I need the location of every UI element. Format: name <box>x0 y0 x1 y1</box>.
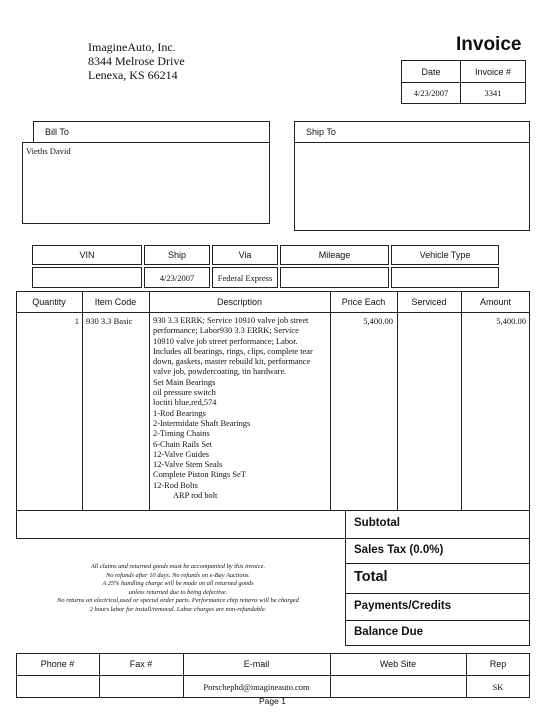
vehicle-type-value <box>391 267 499 288</box>
bill-to-label: Bill To <box>45 127 69 137</box>
line-quantity: 1 <box>74 316 79 326</box>
totals-left-box <box>16 510 346 539</box>
description-line: ARP rod bolt <box>173 491 218 501</box>
vin-value <box>32 267 142 288</box>
bill-to-name: Vieths David <box>26 146 71 156</box>
col-serviced-header: Serviced <box>411 297 447 307</box>
rep-label: Rep <box>489 659 507 669</box>
website-label: Web Site <box>379 659 417 669</box>
invoice-date-label: Date <box>401 60 461 83</box>
description-line: loctiti blue,red,574 <box>153 398 217 408</box>
line-price-each: 5,400.00 <box>363 316 393 326</box>
invoice-number-label: Invoice # <box>460 60 526 83</box>
email-label: E-mail <box>243 659 270 669</box>
sales-tax-label: Sales Tax (0.0%) <box>354 544 444 556</box>
payments-credits-label: Payments/Credits <box>354 600 452 612</box>
ship-to-label-box <box>294 121 530 143</box>
total-label: Total <box>354 569 388 585</box>
company-name: ImagineAuto, Inc. <box>88 40 176 54</box>
rep-value: SK <box>492 682 504 692</box>
terms-line: 2 hours labor for install/removal. Labor charges are non-refundable. <box>89 605 267 613</box>
description-line: valve job, powdercoating, tin hardware. <box>153 367 287 377</box>
mileage-value <box>280 267 389 288</box>
description-line: 12-Valve Guides <box>153 449 210 459</box>
description-line: 930 3.3 ERRK; Service 10910 valve job street <box>153 316 309 325</box>
col-amount-header: Amount <box>479 297 512 307</box>
vin-label: VIN <box>32 245 142 265</box>
bill-to-box <box>22 142 270 224</box>
line-amount: 5,400.00 <box>496 316 526 326</box>
terms-line: A 25% handling charge will be made on all returned goods <box>102 580 254 588</box>
col-item-code-header: Item Code <box>94 297 137 307</box>
vehicle-type-label: Vehicle Type <box>391 245 499 265</box>
terms-line: unless returned due to being defective. <box>128 588 228 596</box>
ship-date-value: 4/23/2007 <box>144 267 210 288</box>
page-number: Page 1 <box>259 696 286 706</box>
description-line: Set Main Bearings <box>153 377 216 387</box>
col-price-each-header: Price Each <box>341 297 386 307</box>
description-line: down, gaskets, master rebuild kit, performance <box>153 357 311 367</box>
subtotal-label: Subtotal <box>354 517 400 529</box>
line-description <box>153 316 329 501</box>
terms-line: No returns on electrical,used or special order parts. Performance chip returns will be charged <box>57 597 299 605</box>
description-line: performance; Labor930 3.3 ERRK; Service <box>153 326 299 336</box>
description-line: 1-Rod Bearings <box>153 408 206 418</box>
description-line: Includes all bearings, rings, clips, complete tear <box>153 346 313 356</box>
description-line: 6-Chain Rails Set <box>153 439 213 449</box>
email-value: Porschephd@imagineauto.com <box>203 682 310 692</box>
terms-line: No refunds after 10 days. No refunds on e-Bay Auctions. <box>105 571 251 579</box>
description-line: oil pressure switch <box>153 388 216 398</box>
description-line: 12-Valve Stem Seals <box>153 460 223 470</box>
bill-to-label-box <box>33 121 270 143</box>
invoice-number: 3341 <box>460 82 526 104</box>
col-description-header: Description <box>216 297 263 307</box>
terms-text <box>18 563 338 615</box>
terms-line: All claims and returned goods must be accompanied by this invoice. <box>90 563 266 570</box>
description-line: 10910 valve job street performance; Labor. <box>153 336 298 346</box>
ship-to-box <box>294 142 530 231</box>
phone-label: Phone # <box>40 659 75 669</box>
balance-due-label: Balance Due <box>354 626 424 638</box>
ship-to-label: Ship To <box>306 127 336 137</box>
description-line: Complete Piston Rings SeT <box>153 470 246 480</box>
col-quantity-header: Quantity <box>32 297 66 307</box>
invoice-date: 4/23/2007 <box>401 82 461 104</box>
fax-label: Fax # <box>129 659 153 669</box>
description-line: 2-Timing Chains <box>153 429 210 439</box>
description-line: 2-Intermidate Shaft Bearings <box>153 418 251 428</box>
via-value: Federal Express <box>212 267 278 288</box>
invoice-title: Invoice <box>456 34 522 55</box>
description-line: 12-Rod Bolts <box>153 480 198 490</box>
mileage-label: Mileage <box>280 245 389 265</box>
company-street: 8344 Melrose Drive <box>88 54 185 68</box>
line-item-code: 930 3.3 Basic <box>86 316 133 326</box>
company-city: Lenexa, KS 66214 <box>88 68 178 82</box>
ship-label: Ship <box>144 245 210 265</box>
via-label: Via <box>212 245 278 265</box>
